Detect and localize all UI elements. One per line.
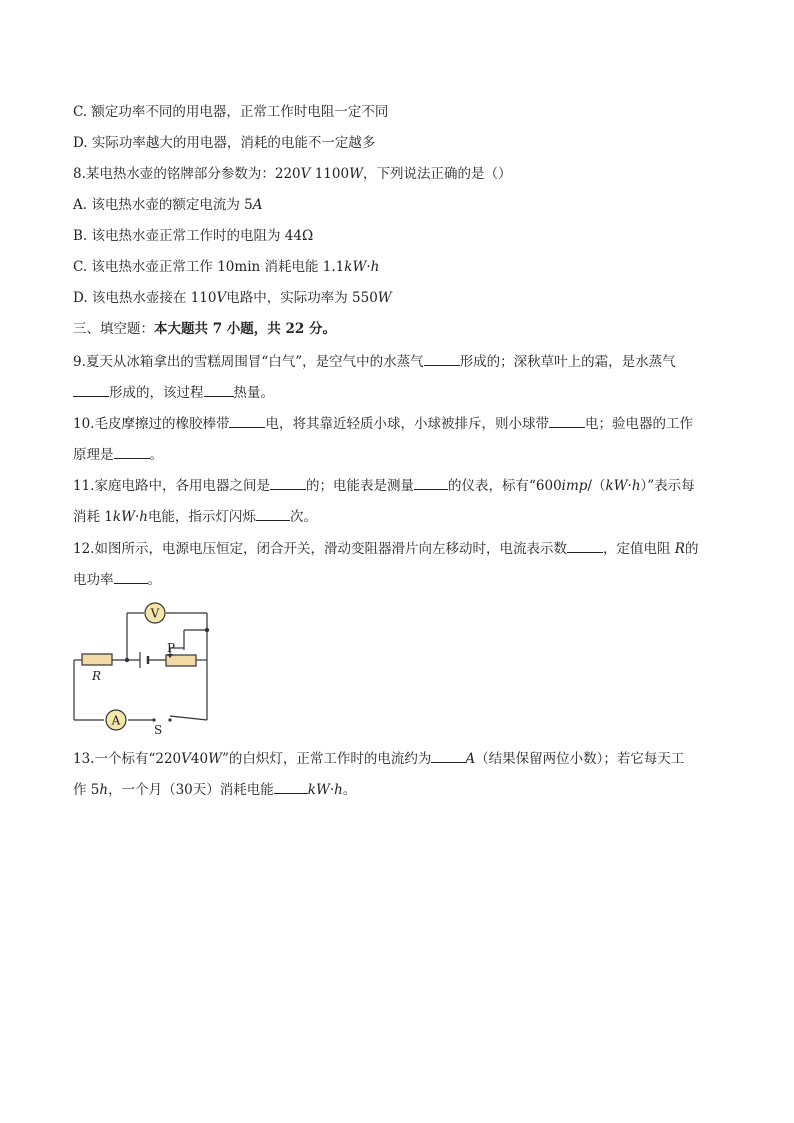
unit-kwh: kW·h [112, 509, 148, 525]
q12-text: 12.如图所示，电源电压恒定，闭合开关，滑动变阻器滑片向左移动时，电流表示数 [73, 541, 567, 557]
q9-line1 [73, 353, 676, 371]
unit-h: h [99, 782, 109, 798]
unit-kwh: kW·h [307, 782, 343, 798]
q12-text2: ，定值电阻 [602, 541, 675, 557]
answer-blank[interactable] [549, 415, 585, 428]
q8-option-d-text: D. 该电热水壶接在 110 [73, 290, 217, 306]
q10-line1 [73, 415, 693, 433]
section-prefix: 三、填空题： [73, 321, 154, 337]
resistor-symbol: R [674, 541, 685, 557]
answer-blank[interactable] [274, 781, 308, 794]
section-title: 本大题共 7 小题，共 22 分。 [154, 321, 336, 337]
q11-line1 [73, 477, 695, 495]
q8-stem-text: 8.某电热水壶的铭牌部分参数为：220 [73, 166, 301, 182]
q13-text2: 40 [190, 751, 209, 767]
answer-blank[interactable] [73, 384, 109, 397]
q8-option-c-text: C. 该电热水壶正常工作 10min 消耗电能 1.1 [73, 259, 345, 275]
q8-option-d [73, 289, 392, 307]
q13-text5: 作 5 [73, 782, 100, 798]
switch-label: S [154, 723, 163, 737]
q12-text4: 电功率 [73, 572, 114, 588]
q12-line2 [73, 571, 161, 589]
unit-imp: imp [561, 478, 588, 494]
q8-power: 1100 [310, 166, 350, 182]
q7-option-c: C. 额定功率不同的用电器，正常工作时电阻一定不同 [73, 104, 389, 120]
q8-option-a [73, 196, 262, 214]
unit-w: W [349, 166, 363, 182]
section-heading [73, 320, 336, 338]
q11-text2: 的；电能表是测量 [305, 478, 414, 494]
q9-text4: 热量。 [233, 385, 274, 401]
q8-stem [73, 165, 511, 183]
answer-blank[interactable] [114, 446, 150, 459]
q7-option-d: D. 实际功率越大的用电器，消耗的电能不一定越多 [73, 135, 376, 151]
q9-line2 [73, 384, 274, 402]
q8-option-d-text2: 电路中，实际功率为 550 [226, 290, 378, 306]
q10-text5: 。 [149, 447, 163, 463]
junction-dot [205, 628, 209, 632]
answer-blank[interactable] [256, 508, 290, 521]
q13-text7: 。 [342, 782, 357, 798]
q13-line1 [73, 750, 684, 768]
q8-option-c [73, 258, 379, 276]
q9-text3: 形成的，该过程 [109, 385, 204, 401]
switch-contact [168, 718, 171, 721]
q11-text5: ）”表示每 [640, 478, 695, 494]
q8-option-b: B. 该电热水壶正常工作时的电阻为 44Ω [73, 228, 314, 244]
circuit-diagram [66, 598, 216, 737]
q11-text8: 次。 [289, 509, 317, 525]
q8-stem-end: ，下列说法正确的是（） [362, 166, 512, 182]
q13-text3: ”的白炽灯，正常工作时的电流约为 [221, 751, 432, 767]
unit-kwh: kW·h [605, 478, 641, 494]
q13-line2 [73, 781, 356, 799]
q12-text5: 。 [147, 572, 161, 588]
q13-text4: （结果保留两位小数）；若它每天工 [475, 751, 685, 767]
q8-option-a-text: A. 该电热水壶的额定电流为 5 [73, 197, 253, 213]
answer-blank[interactable] [204, 384, 234, 397]
answer-blank[interactable] [270, 477, 306, 490]
q10-text3: 电；验电器的工作 [584, 416, 693, 432]
q11-text4: /（ [587, 478, 606, 494]
unit-w: W [377, 290, 392, 306]
unit-a: A [252, 197, 263, 213]
q10-text4: 原理是 [73, 447, 114, 463]
q11-text3: 的仪表，标有“600 [447, 478, 562, 494]
q9-text: 9.夏天从冰箱拿出的雪糕周围冒“白气”，是空气中的水蒸气 [73, 354, 424, 370]
q12-line1 [73, 540, 698, 558]
q11-text: 11.家庭电路中，各用电器之间是 [73, 478, 270, 494]
ammeter-label: A [111, 713, 121, 728]
q11-text7: 电能，指示灯闪烁 [147, 509, 256, 525]
q13-text: 13.一个标有“220 [73, 751, 182, 767]
junction-dot [125, 658, 129, 662]
unit-kwh: kW·h [344, 259, 380, 275]
voltmeter-label: V [150, 606, 160, 621]
q10-line2 [73, 446, 163, 464]
unit-a: A [465, 751, 476, 767]
q10-text: 10.毛皮摩擦过的橡胶棒带 [73, 416, 230, 432]
q13-text6: ，一个月（30天）消耗电能 [108, 782, 274, 798]
slider-label: P [167, 641, 176, 655]
unit-w: W [208, 751, 222, 767]
unit-v: V [216, 290, 227, 306]
answer-blank[interactable] [414, 477, 448, 490]
switch-contact [152, 718, 155, 721]
answer-blank[interactable] [431, 750, 465, 763]
resistor-label: R [92, 669, 102, 683]
unit-v: V [181, 751, 191, 767]
answer-blank[interactable] [567, 540, 603, 553]
q12-text3: 的 [684, 541, 699, 557]
resistor-r [82, 654, 112, 665]
answer-blank[interactable] [229, 415, 265, 428]
q9-text2: 形成的；深秋草叶上的霜，是水蒸气 [459, 354, 676, 370]
q11-text6: 消耗 1 [73, 509, 113, 525]
answer-blank[interactable] [424, 353, 460, 366]
answer-blank[interactable] [114, 571, 148, 584]
q10-text2: 电，将其靠近轻质小球，小球被排斥，则小球带 [265, 416, 549, 432]
q11-line2 [73, 508, 317, 526]
unit-v: V [300, 166, 311, 182]
